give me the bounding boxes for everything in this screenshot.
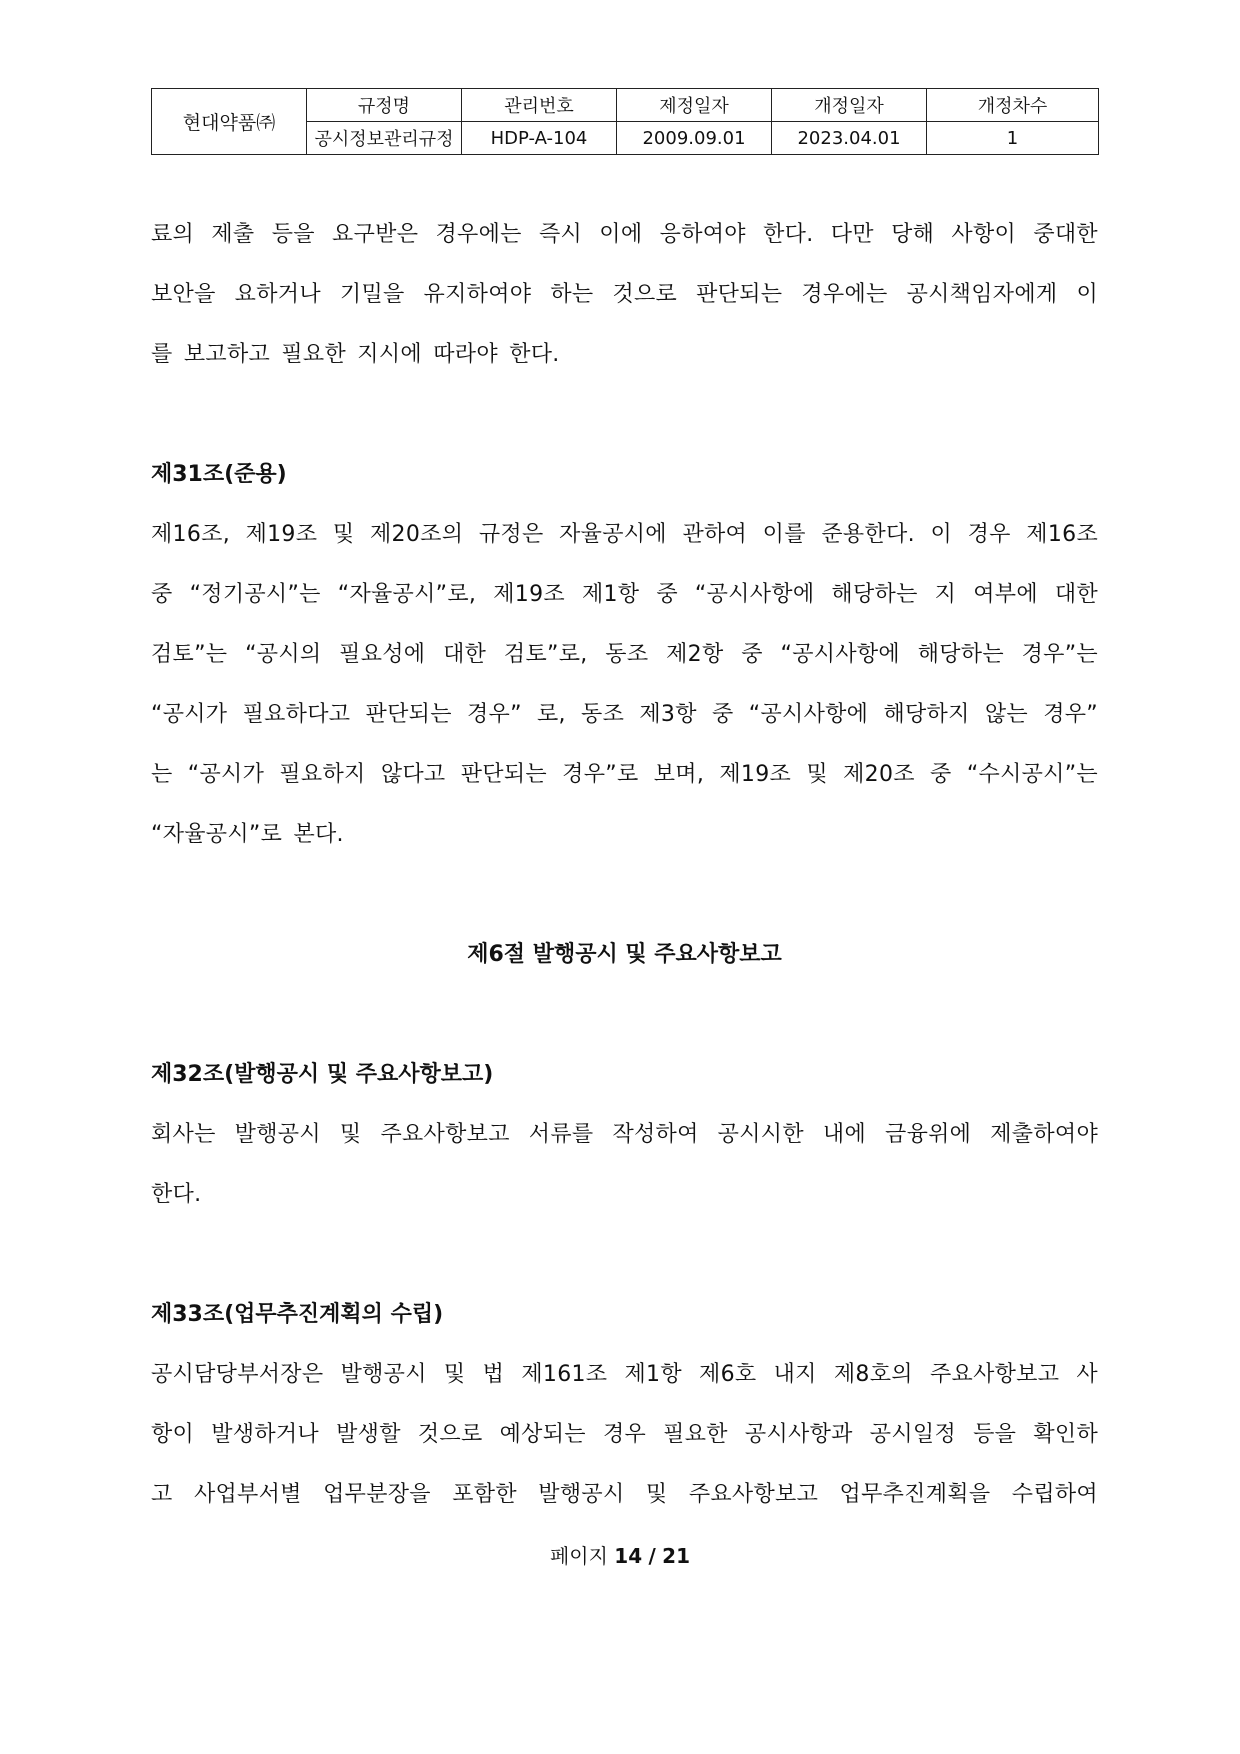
paragraph-line: “자율공시”로 본다. <box>151 822 344 847</box>
page-footer <box>0 1540 1240 1569</box>
paragraph-line: 검토”는 “공시의 필요성에 대한 검토”로, 동조 제2항 중 “공시사항에 해당하는 경우”는 <box>151 642 1098 667</box>
paragraph-line: 는 “공시가 필요하지 않다고 판단되는 경우”로 보며, 제19조 및 제20조 중 “수시공시”는 <box>151 762 1098 787</box>
paragraph-line: 를 보고하고 필요한 지시에 따라야 한다. <box>151 342 560 367</box>
paragraph-line: 보안을 요하거나 기밀을 유지하여야 하는 것으로 판단되는 경우에는 공시책임자에게 이 <box>151 282 1098 307</box>
article-31-body <box>151 505 1098 865</box>
header-val-management-number: HDP-A-104 <box>462 122 617 155</box>
paragraph-line: 제16조, 제19조 및 제20조의 규정은 자율공시에 관하여 이를 준용한다. 이 경우 제16조 <box>151 522 1098 547</box>
page-current: 14 <box>614 1544 643 1568</box>
page-label: 페이지 <box>549 1544 608 1568</box>
document-header-table <box>151 88 1099 155</box>
header-col-regulation-name: 규정명 <box>307 89 462 122</box>
section-6-title: 제6절 발행공시 및 주요사항보고 <box>467 942 782 967</box>
article-33-title: 제33조(업무추진계획의 수립) <box>151 1302 444 1327</box>
article-31-title: 제31조(준용) <box>151 462 287 487</box>
intro-paragraph <box>151 205 1098 385</box>
paragraph-line: 항이 발생하거나 발생할 것으로 예상되는 경우 필요한 공시사항과 공시일정 등을 확인하 <box>151 1422 1098 1447</box>
header-col-management-number: 관리번호 <box>462 89 617 122</box>
page-total: 21 <box>662 1544 691 1568</box>
article-32-body <box>151 1105 1098 1225</box>
paragraph-line: 료의 제출 등을 요구받은 경우에는 즉시 이에 응하여야 한다. 다만 당해 사항이 중대한 <box>151 222 1098 247</box>
header-col-revision-date: 개정일자 <box>772 89 927 122</box>
paragraph-line: 한다. <box>151 1182 202 1207</box>
paragraph-line: 공시담당부서장은 발행공시 및 법 제161조 제1항 제6호 내지 제8호의 주요사항보고 사 <box>151 1362 1098 1387</box>
header-col-revision-count: 개정차수 <box>927 89 1099 122</box>
document-body <box>151 205 1098 1525</box>
page-separator: / <box>648 1544 656 1568</box>
paragraph-line: 고 사업부서별 업무분장을 포함한 발행공시 및 주요사항보고 업무추진계획을 수립하여 <box>151 1482 1098 1507</box>
article-32-title: 제32조(발행공시 및 주요사항보고) <box>151 1062 494 1087</box>
header-col-enactment-date: 제정일자 <box>617 89 772 122</box>
header-val-revision-date: 2023.04.01 <box>772 122 927 155</box>
article-33-body <box>151 1345 1098 1525</box>
paragraph-line: “공시가 필요하다고 판단되는 경우” 로, 동조 제3항 중 “공시사항에 해당하지 않는 경우” <box>151 702 1098 727</box>
header-val-enactment-date: 2009.09.01 <box>617 122 772 155</box>
company-name: 현대약품㈜ <box>152 89 307 155</box>
header-val-revision-count: 1 <box>927 122 1099 155</box>
paragraph-line: 회사는 발행공시 및 주요사항보고 서류를 작성하여 공시시한 내에 금융위에 제출하여야 <box>151 1122 1098 1147</box>
header-val-regulation-name: 공시정보관리규정 <box>307 122 462 155</box>
paragraph-line: 중 “정기공시”는 “자율공시”로, 제19조 제1항 중 “공시사항에 해당하는 지 여부에 대한 <box>151 582 1098 607</box>
